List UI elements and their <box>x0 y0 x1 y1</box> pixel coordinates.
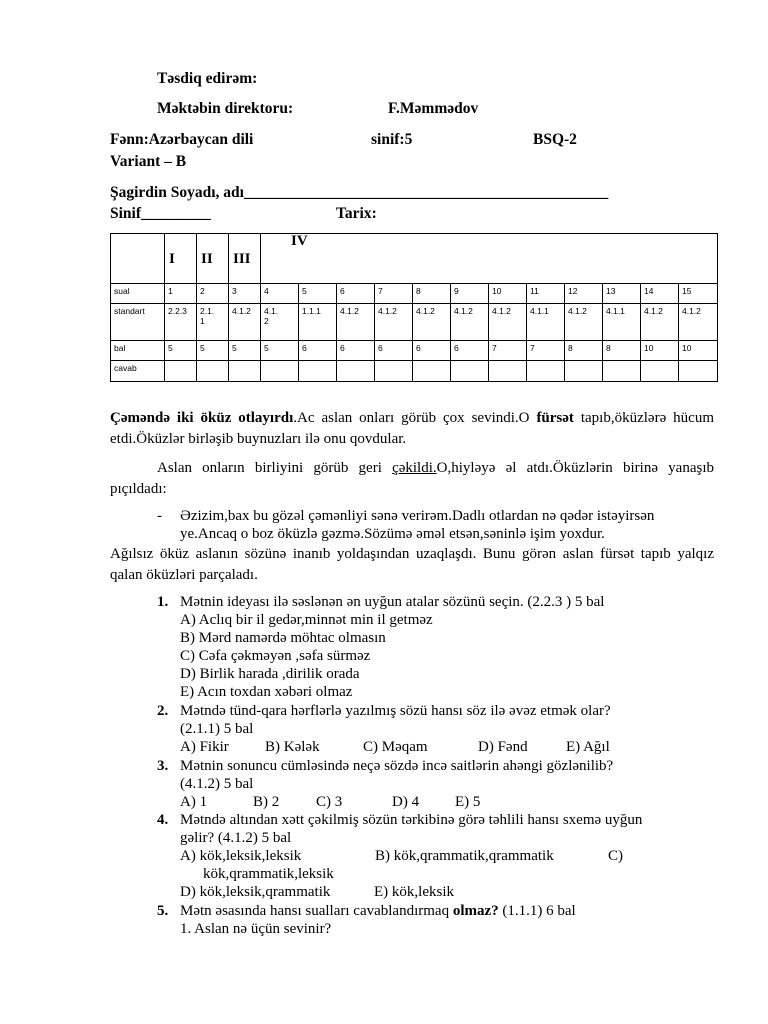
q2-option-c[interactable]: C) Məqam <box>363 739 428 755</box>
q2-option-b[interactable]: B) Kələk <box>265 739 320 755</box>
q2-option-a[interactable]: A) Fikir <box>180 739 229 755</box>
bal-cell: 6 <box>299 341 337 361</box>
q5-text <box>180 903 576 920</box>
q2-text: Mətndə tünd-qara hərflərlə yazılmış sözü hansı söz ilə əvəz etmək olar? <box>180 703 611 719</box>
sual-cell: 13 <box>603 284 641 304</box>
answer-cell[interactable] <box>641 361 679 382</box>
section-II: II <box>197 234 229 284</box>
q2-number: 2. <box>157 703 169 719</box>
q1-option-e[interactable]: E) Acın toxdan xəbəri olmaz <box>180 684 353 700</box>
sual-cell: 3 <box>229 284 261 304</box>
passage-paragraph-2 <box>110 458 714 500</box>
section-I: I <box>165 234 197 284</box>
passage-text: Aslan onların birliyini görüb geri <box>157 460 393 476</box>
answer-cell[interactable] <box>489 361 527 382</box>
q1-option-d[interactable]: D) Birlik harada ,dirilik orada <box>180 666 360 682</box>
sual-cell: 9 <box>451 284 489 304</box>
q4-option-d[interactable]: D) kök,leksik,qrammatik <box>180 884 331 900</box>
q4-text-cont: gəlir? (4.1.2) 5 bal <box>180 830 292 846</box>
section-IV: IV <box>261 234 718 284</box>
q3-option-d[interactable]: D) 4 <box>392 794 420 810</box>
q5-number: 5. <box>157 903 169 919</box>
sual-cell: 14 <box>641 284 679 304</box>
dialogue-line-2: ye.Ancaq o boz öküzlə gəzmə.Sözümə əməl etsən,səninlə işim yoxdur. <box>180 526 605 542</box>
q2-option-d[interactable]: D) Fənd <box>478 739 528 755</box>
q1-number: 1. <box>157 594 169 610</box>
standart-cell: 2.1. 1 <box>197 304 229 341</box>
table-row-cavab <box>111 361 718 382</box>
answer-cell[interactable] <box>261 361 299 382</box>
answer-cell[interactable] <box>679 361 718 382</box>
standart-cell: 4.1.2 <box>375 304 413 341</box>
passage-underlined-word: çəkildi. <box>392 460 437 476</box>
passage-bold-word: fürsət <box>536 410 574 426</box>
bal-cell: 6 <box>375 341 413 361</box>
bal-cell: 6 <box>451 341 489 361</box>
sual-cell: 8 <box>413 284 451 304</box>
dialogue-line-1: Əzizim,bax bu gözəl çəmənliyi sənə verirəm.Dadlı otlardan nə qədər istəyirsən <box>180 508 655 524</box>
approve-label: Təsdiq edirəm: <box>157 70 258 87</box>
row-label-bal: bal <box>111 341 165 361</box>
standart-cell: 4.1. 2 <box>261 304 299 341</box>
q2-text-cont: (2.1.1) 5 bal <box>180 721 254 737</box>
q3-option-b[interactable]: B) 2 <box>253 794 280 810</box>
q4-text: Mətndə altından xətt çəkilmiş sözün tərkibinə görə təhlili hansı sxemə uyğun <box>180 812 643 828</box>
q1-text: Mətnin ideyası ilə səslənən ən uyğun atalar sözünü seçin. (2.2.3 ) 5 bal <box>180 594 605 610</box>
answer-cell[interactable] <box>565 361 603 382</box>
answer-cell[interactable] <box>527 361 565 382</box>
subject-label: Fənn:Azərbaycan dili <box>110 131 254 148</box>
grade-label: sinif:5 <box>371 131 413 148</box>
answer-cell[interactable] <box>299 361 337 382</box>
passage-text: tapıb,öküzlərə hücum etdi.Öküzlər birləşib buynuzları ilə onu qovdular. <box>110 410 714 447</box>
student-name-line: Şagirdin Soyadı, adı_______________________________________________ <box>110 184 609 201</box>
table-row-standart <box>111 304 718 341</box>
table-row-bal <box>111 341 718 361</box>
standart-cell: 4.1.2 <box>451 304 489 341</box>
q4-option-b[interactable]: B) kök,qrammatik,qrammatik <box>375 848 554 864</box>
section-III: III <box>229 234 261 284</box>
bal-cell: 7 <box>489 341 527 361</box>
sual-cell: 12 <box>565 284 603 304</box>
answer-cell[interactable] <box>337 361 375 382</box>
table-row-sual <box>111 284 718 304</box>
sual-cell: 11 <box>527 284 565 304</box>
passage-bold-title: Çəməndə iki öküz otlayırdı <box>110 410 294 426</box>
variant-label: Variant – B <box>110 153 187 170</box>
table-header-row <box>111 234 718 284</box>
sual-cell: 10 <box>489 284 527 304</box>
sual-cell: 5 <box>299 284 337 304</box>
passage-paragraph-4: Ağılsız öküz aslanın sözünə inanıb yoldaşından uzaqlaşdı. Bunu görən aslan fürsət tapıb yalqız qalan öküzləri parçaladı. <box>110 546 714 583</box>
date-label: Tarix: <box>336 205 377 222</box>
bal-cell: 5 <box>165 341 197 361</box>
class-line: Sinif_________ <box>110 205 211 222</box>
director-name: F.Məmmədov <box>388 100 479 117</box>
q5-subquestion-1: 1. Aslan nə üçün sevinir? <box>180 921 332 937</box>
bal-cell: 6 <box>337 341 375 361</box>
q4-option-c[interactable]: C) <box>608 848 623 864</box>
q3-text: Mətnin sonuncu cümləsində neçə sözdə incə saitlərin ahəngi gözlənilib? <box>180 758 614 774</box>
row-label-standart: standart <box>111 304 165 341</box>
bal-cell: 6 <box>413 341 451 361</box>
q3-option-c[interactable]: C) 3 <box>316 794 343 810</box>
bal-cell: 10 <box>679 341 718 361</box>
answer-cell[interactable] <box>451 361 489 382</box>
sual-cell: 15 <box>679 284 718 304</box>
answer-cell[interactable] <box>375 361 413 382</box>
answer-cell[interactable] <box>229 361 261 382</box>
q1-option-b[interactable]: B) Mərd namərdə möhtac olmasın <box>180 630 386 646</box>
bal-cell: 10 <box>641 341 679 361</box>
standart-cell: 4.1.1 <box>603 304 641 341</box>
standart-cell: 4.1.2 <box>229 304 261 341</box>
row-label-sual: sual <box>111 284 165 304</box>
exam-label: BSQ-2 <box>533 131 577 148</box>
passage-text: O,hiyləyə əl atdı.Öküzlərin birinə yanaşıb pıçıldadı: <box>110 460 714 497</box>
q3-option-a[interactable]: A) 1 <box>180 794 208 810</box>
sual-cell: 7 <box>375 284 413 304</box>
q5-text-part: Mətn əsasında hansı sualları cavablandırmaq <box>180 903 453 919</box>
sual-cell: 6 <box>337 284 375 304</box>
answer-cell[interactable] <box>165 361 197 382</box>
dialogue-dash: - <box>157 508 162 524</box>
sual-cell: 2 <box>197 284 229 304</box>
standart-cell: 1.1.1 <box>299 304 337 341</box>
q4-option-c-text[interactable]: kök,qrammatik,leksik <box>203 866 334 882</box>
q4-option-e[interactable]: E) kök,leksik <box>374 884 454 900</box>
director-label: Məktəbin direktoru: <box>157 100 294 117</box>
answer-cell[interactable] <box>413 361 451 382</box>
passage-paragraph-1 <box>110 408 714 450</box>
row-label-cavab: cavab <box>111 361 165 382</box>
standart-cell: 4.1.2 <box>413 304 451 341</box>
table-corner-cell <box>111 234 165 284</box>
bal-cell: 8 <box>565 341 603 361</box>
answer-cell[interactable] <box>197 361 229 382</box>
q4-number: 4. <box>157 812 169 828</box>
bal-cell: 8 <box>603 341 641 361</box>
standart-cell: 4.1.2 <box>679 304 718 341</box>
q3-text-cont: (4.1.2) 5 bal <box>180 776 254 792</box>
q5-text-part: (1.1.1) 6 bal <box>498 903 576 919</box>
standart-cell: 4.1.2 <box>641 304 679 341</box>
bal-cell: 5 <box>197 341 229 361</box>
bal-cell: 5 <box>229 341 261 361</box>
q1-option-a[interactable]: A) Aclıq bir il gedər,minnət min il getməz <box>180 612 433 628</box>
q4-option-a[interactable]: A) kök,leksik,leksik <box>180 848 302 864</box>
sual-cell: 1 <box>165 284 197 304</box>
answer-table <box>110 233 718 382</box>
q3-option-e[interactable]: E) 5 <box>455 794 481 810</box>
passage-text: .Ac aslan onları görüb çox sevindi.O <box>293 410 537 426</box>
q5-text-bold: olmaz? <box>452 903 499 919</box>
q1-option-c[interactable]: C) Cəfa çəkməyən ,səfa sürməz <box>180 648 371 664</box>
standart-cell: 4.1.2 <box>337 304 375 341</box>
standart-cell: 4.1.1 <box>527 304 565 341</box>
standart-cell: 2.2.3 <box>165 304 197 341</box>
q2-option-e[interactable]: E) Ağıl <box>566 739 610 755</box>
answer-cell[interactable] <box>603 361 641 382</box>
bal-cell: 5 <box>261 341 299 361</box>
bal-cell: 7 <box>527 341 565 361</box>
sual-cell: 4 <box>261 284 299 304</box>
standart-cell: 4.1.2 <box>489 304 527 341</box>
standart-cell: 4.1.2 <box>565 304 603 341</box>
q3-number: 3. <box>157 758 169 774</box>
